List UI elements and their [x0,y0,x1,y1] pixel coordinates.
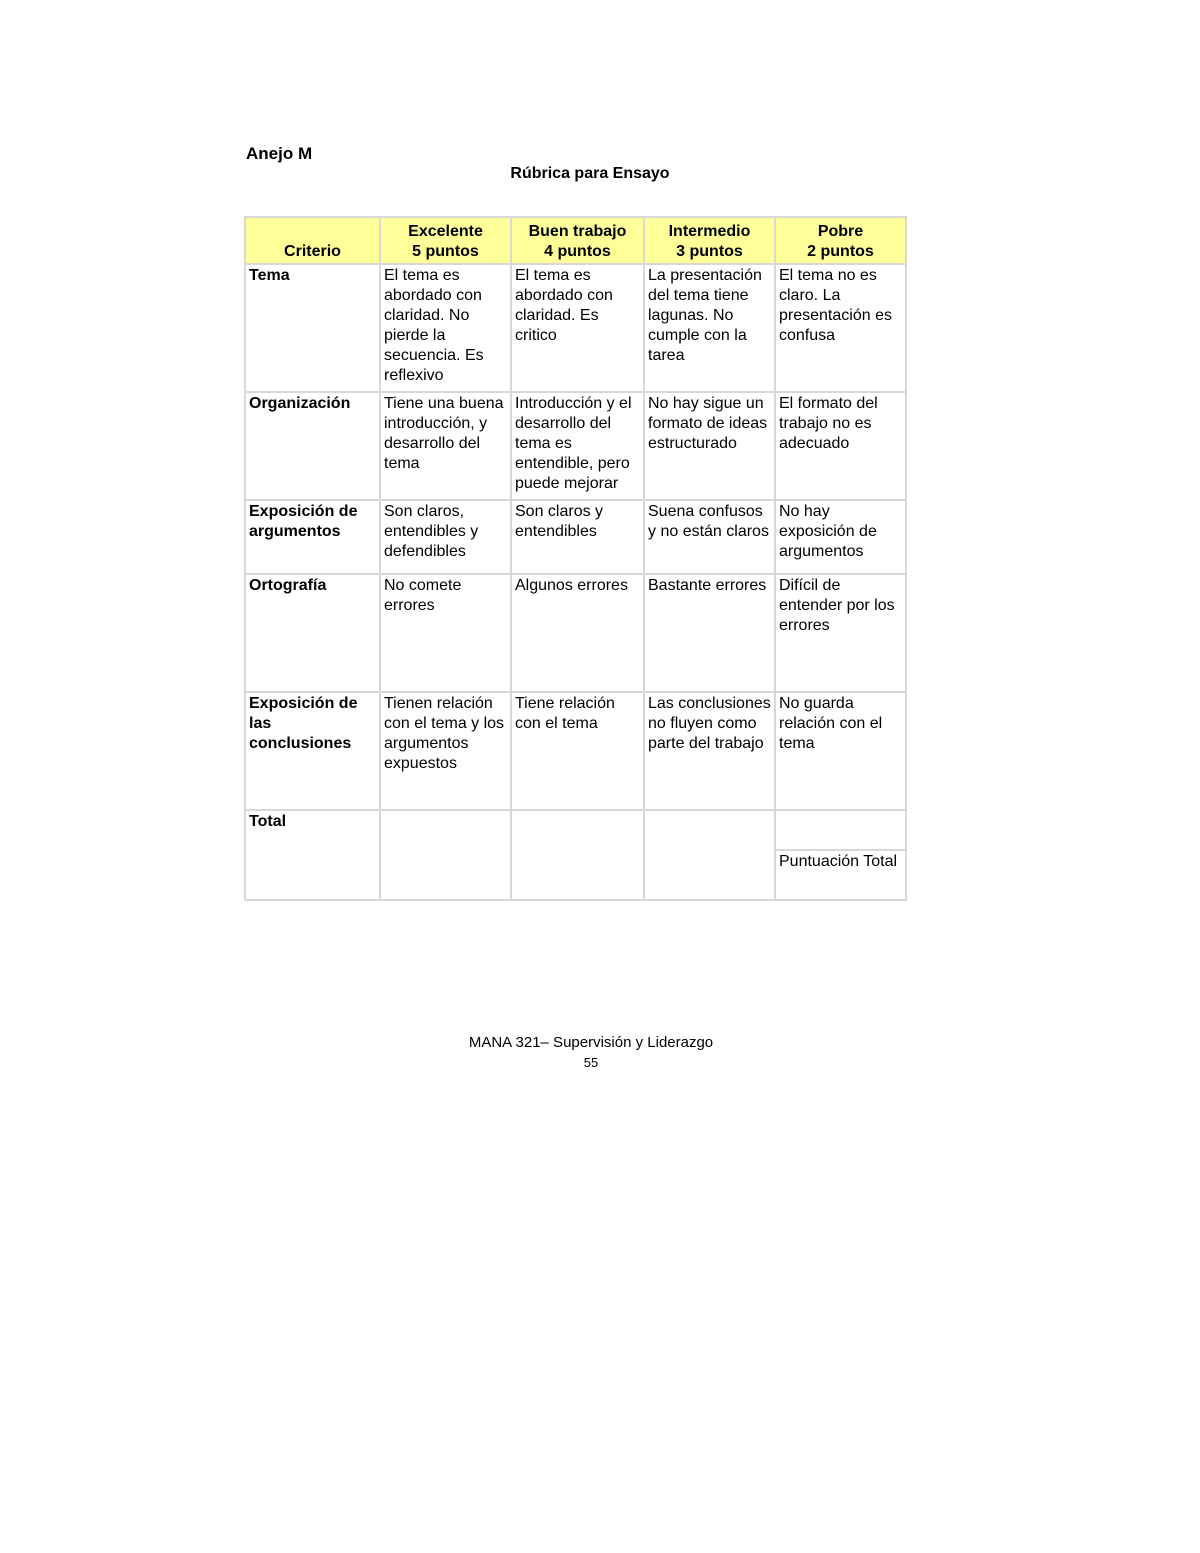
rubric-cell: No guarda relación con el tema [775,692,906,810]
total-score-cell[interactable] [380,810,511,900]
rubric-cell: Tiene relación con el tema [511,692,644,810]
rubric-cell: No hay sigue un formato de ideas estructurado [644,392,775,500]
header-row [245,217,906,264]
rubric-cell: El tema no es claro. La presentación es confusa [775,264,906,392]
criterion-cell: Ortografía [245,574,380,692]
rubric-cell: Son claros, entendibles y defendibles [380,500,511,574]
header-level-excelente [380,217,511,264]
rubric-cell: Bastante errores [644,574,775,692]
annex-label: Anejo M [246,144,313,163]
rubric-cell: Introducción y el desarrollo del tema es entendible, pero puede mejorar [511,392,644,500]
rubric-cell: No comete errores [380,574,511,692]
rubric-cell: Las conclusiones no fluyen como parte del trabajo [644,692,775,810]
document-title: Rúbrica para Ensayo [510,165,670,182]
table-row [245,392,906,500]
footer-course-title: MANA 321– Supervisión y Liderazgo [468,1034,714,1051]
table-row [245,574,906,692]
header-level-buen-trabajo [511,217,644,264]
total-row [245,810,906,900]
criterion-cell: Exposición de argumentos [245,500,380,574]
rubric-cell: El tema es abordado con claridad. Es critico [511,264,644,392]
level-points: 2 puntos [807,243,874,260]
level-name: Intermedio [668,223,751,240]
rubric-cell: La presentación del tema tiene lagunas. No cumple con la tarea [644,264,775,392]
header-level-pobre [775,217,906,264]
rubric-cell: No hay exposición de argumentos [775,500,906,574]
level-name: Buen trabajo [528,223,627,240]
level-name: Excelente [408,223,483,240]
level-points: 4 puntos [544,243,611,260]
table-row [245,264,906,392]
criterion-cell: Tema [245,264,380,392]
table-row [245,692,906,810]
rubric-cell: Algunos errores [511,574,644,692]
rubric-cell: El formato del trabajo no es adecuado [775,392,906,500]
total-summary-cell [775,810,906,900]
rubric-table [244,216,907,901]
table-row [245,500,906,574]
criterion-cell: Exposición de las conclusiones [245,692,380,810]
rubric-cell: Suena confusos y no están claros [644,500,775,574]
page-number: 55 [583,1055,599,1070]
total-score-label: Puntuación Total [779,853,898,870]
total-score-cell[interactable] [644,810,775,900]
criterion-cell: Organización [245,392,380,500]
level-name: Pobre [817,223,864,240]
header-criterion: Criterio [245,217,380,264]
header-level-intermedio [644,217,775,264]
total-label-cell: Total [245,810,380,900]
level-points: 3 puntos [676,243,743,260]
level-points: 5 puntos [412,243,479,260]
rubric-cell: Difícil de entender por los errores [775,574,906,692]
total-score-field[interactable] [776,811,905,851]
rubric-cell: El tema es abordado con claridad. No pierde la secuencia. Es reflexivo [380,264,511,392]
total-score-cell[interactable] [511,810,644,900]
rubric-cell: Tienen relación con el tema y los argumentos expuestos [380,692,511,810]
rubric-cell: Tiene una buena introducción, y desarrollo del tema [380,392,511,500]
rubric-cell: Son claros y entendibles [511,500,644,574]
